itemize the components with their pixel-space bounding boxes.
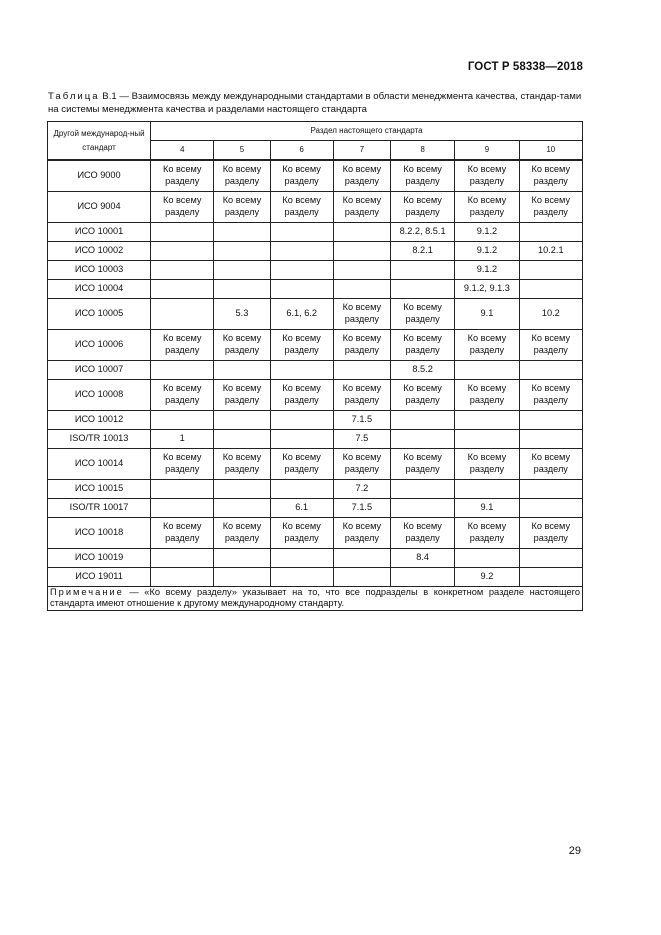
document-code: ГОСТ Р 58338—2018 — [467, 61, 583, 73]
table-cell: 9.1.2 — [455, 241, 519, 260]
table-cell — [519, 567, 582, 586]
table-cell — [214, 222, 270, 241]
table-row — [48, 260, 583, 279]
column-header: 4 — [151, 141, 214, 161]
standard-cell: ISO/TR 10017 — [48, 498, 151, 517]
table-cell — [270, 410, 333, 429]
table-cell — [455, 410, 519, 429]
table-cell: Ко всему разделу — [390, 448, 454, 479]
column-header: 6 — [270, 141, 333, 161]
standard-cell: ИСО 19011 — [48, 567, 151, 586]
table-cell: Ко всему разделу — [151, 517, 214, 548]
table-cell: Ко всему разделу — [333, 160, 390, 191]
table-cell — [455, 548, 519, 567]
table-cell — [214, 260, 270, 279]
table-cell: Ко всему разделу — [270, 379, 333, 410]
group-header: Раздел настоящего стандарта — [151, 122, 583, 141]
table-row — [48, 479, 583, 498]
table-cell — [519, 479, 582, 498]
page-number: 29 — [568, 845, 581, 857]
table-cell — [270, 260, 333, 279]
standard-cell: ИСО 10012 — [48, 410, 151, 429]
standard-cell: ИСО 10004 — [48, 279, 151, 298]
table-cell — [270, 360, 333, 379]
table-cell — [333, 360, 390, 379]
table-cell — [214, 279, 270, 298]
table-cell: Ко всему разделу — [519, 329, 582, 360]
table-cell — [214, 567, 270, 586]
table-cell: Ко всему разделу — [151, 160, 214, 191]
table-cell: Ко всему разделу — [519, 191, 582, 222]
table-cell — [151, 260, 214, 279]
table-cell — [390, 498, 454, 517]
table-cell — [333, 260, 390, 279]
table-cell: Ко всему разделу — [333, 517, 390, 548]
table-cell — [390, 567, 454, 586]
table-cell: 1 — [151, 429, 214, 448]
column-header: 8 — [390, 141, 454, 161]
table-cell: Ко всему разделу — [214, 160, 270, 191]
table-cell: Ко всему разделу — [455, 379, 519, 410]
table-cell — [214, 241, 270, 260]
standard-cell: ИСО 10018 — [48, 517, 151, 548]
table-cell: Ко всему разделу — [455, 448, 519, 479]
table-cell — [151, 410, 214, 429]
table-cell: Ко всему разделу — [270, 191, 333, 222]
table-cell — [151, 279, 214, 298]
table-cell: Ко всему разделу — [390, 298, 454, 329]
table-cell: Ко всему разделу — [455, 191, 519, 222]
table-cell — [270, 429, 333, 448]
table-cell — [270, 241, 333, 260]
table-cell: Ко всему разделу — [333, 379, 390, 410]
table-cell: 5.3 — [214, 298, 270, 329]
table-cell: Ко всему разделу — [270, 448, 333, 479]
standard-cell: ИСО 10007 — [48, 360, 151, 379]
table-row — [48, 360, 583, 379]
standard-cell: ИСО 10019 — [48, 548, 151, 567]
table-cell: Ко всему разделу — [333, 298, 390, 329]
table-cell — [519, 429, 582, 448]
table-cell — [390, 429, 454, 448]
table-cell — [519, 260, 582, 279]
table-cell — [455, 360, 519, 379]
column-header: 5 — [214, 141, 270, 161]
standard-cell: ИСО 10015 — [48, 479, 151, 498]
table-cell — [214, 429, 270, 448]
table-row — [48, 279, 583, 298]
standard-cell: ИСО 10014 — [48, 448, 151, 479]
table-cell: 7.2 — [333, 479, 390, 498]
table-note — [48, 586, 583, 610]
table-cell: Ко всему разделу — [333, 191, 390, 222]
table-cell — [270, 567, 333, 586]
table-cell: 7.1.5 — [333, 410, 390, 429]
table-cell — [519, 222, 582, 241]
table-row — [48, 329, 583, 360]
table-cell — [333, 241, 390, 260]
table-row — [48, 548, 583, 567]
standard-cell: ИСО 10008 — [48, 379, 151, 410]
table-caption — [48, 91, 584, 116]
table-cell: Ко всему разделу — [455, 160, 519, 191]
table-cell: 8.4 — [390, 548, 454, 567]
column-header: 10 — [519, 141, 582, 161]
table-cell: Ко всему разделу — [333, 448, 390, 479]
table-cell — [151, 479, 214, 498]
table-cell: Ко всему разделу — [214, 448, 270, 479]
table-cell — [151, 498, 214, 517]
table-cell — [390, 410, 454, 429]
row-header: Другой международ-ный стандарт — [48, 122, 151, 161]
table-row — [48, 517, 583, 548]
note-text: — «Ко всему разделу» указывает на то, что все подразделы в конкретном разделе настоящего стандарта имеют отношение к другому международному стандарту. — [50, 586, 580, 608]
table-cell — [151, 298, 214, 329]
table-cell: Ко всему разделу — [390, 329, 454, 360]
table-cell: 8.2.2, 8.5.1 — [390, 222, 454, 241]
table-row — [48, 410, 583, 429]
standard-cell: ИСО 10005 — [48, 298, 151, 329]
table-cell: 9.1.2 — [455, 222, 519, 241]
table-cell: Ко всему разделу — [390, 379, 454, 410]
table-cell — [333, 279, 390, 298]
table-cell: Ко всему разделу — [214, 379, 270, 410]
table-cell: 6.1, 6.2 — [270, 298, 333, 329]
table-cell — [519, 548, 582, 567]
table-cell — [333, 548, 390, 567]
table-cell — [214, 360, 270, 379]
table-cell — [214, 548, 270, 567]
table-cell — [270, 479, 333, 498]
table-row — [48, 298, 583, 329]
table-cell: 8.2.1 — [390, 241, 454, 260]
table-cell: Ко всему разделу — [270, 517, 333, 548]
table-cell — [214, 479, 270, 498]
table-cell — [455, 429, 519, 448]
table-cell: 10.2 — [519, 298, 582, 329]
table-cell: Ко всему разделу — [519, 517, 582, 548]
table-cell: 9.1.2, 9.1.3 — [455, 279, 519, 298]
standard-cell: ISO/TR 10013 — [48, 429, 151, 448]
standard-cell: ИСО 10002 — [48, 241, 151, 260]
table-cell: Ко всему разделу — [151, 379, 214, 410]
table-row — [48, 191, 583, 222]
table-cell — [455, 479, 519, 498]
table-cell: 6.1 — [270, 498, 333, 517]
table-cell: Ко всему разделу — [214, 329, 270, 360]
standard-cell: ИСО 10006 — [48, 329, 151, 360]
table-cell — [214, 498, 270, 517]
table-cell — [333, 222, 390, 241]
standard-cell: ИСО 9004 — [48, 191, 151, 222]
caption-label: Таблица — [48, 91, 100, 102]
table-body — [48, 160, 583, 586]
standard-cell: ИСО 10001 — [48, 222, 151, 241]
table-cell — [270, 548, 333, 567]
table-row — [48, 160, 583, 191]
table-cell: 10.2.1 — [519, 241, 582, 260]
table-cell: Ко всему разделу — [270, 329, 333, 360]
table-cell: Ко всему разделу — [151, 448, 214, 479]
table-cell — [519, 360, 582, 379]
table-row — [48, 448, 583, 479]
table-cell: Ко всему разделу — [519, 448, 582, 479]
table-cell: Ко всему разделу — [390, 160, 454, 191]
table-cell — [151, 567, 214, 586]
table-cell: Ко всему разделу — [214, 191, 270, 222]
table-cell — [390, 260, 454, 279]
column-header: 7 — [333, 141, 390, 161]
standard-cell: ИСО 9000 — [48, 160, 151, 191]
table-cell — [151, 222, 214, 241]
table-cell: Ко всему разделу — [151, 191, 214, 222]
table-cell — [151, 360, 214, 379]
table-cell — [519, 498, 582, 517]
table-row — [48, 241, 583, 260]
note-label: Примечание — [50, 586, 124, 597]
table-cell: 7.5 — [333, 429, 390, 448]
caption-text: В.1 — Взаимосвязь между международными стандартами в области менеджмента качества, стандар-тами на системы менеджмента качества и разделами настоящего стандарта — [48, 91, 582, 115]
table-cell: Ко всему разделу — [151, 329, 214, 360]
table-cell: 9.1 — [455, 498, 519, 517]
table-row — [48, 222, 583, 241]
table-cell: 9.1.2 — [455, 260, 519, 279]
table-cell: Ко всему разделу — [455, 517, 519, 548]
table-cell — [519, 279, 582, 298]
column-header: 9 — [455, 141, 519, 161]
table-cell — [151, 241, 214, 260]
table-cell: Ко всему разделу — [519, 160, 582, 191]
table-cell: Ко всему разделу — [390, 191, 454, 222]
table-cell — [214, 410, 270, 429]
table-cell: Ко всему разделу — [214, 517, 270, 548]
table-cell: Ко всему разделу — [390, 517, 454, 548]
table-cell: 9.1 — [455, 298, 519, 329]
table-row — [48, 567, 583, 586]
table-cell — [390, 479, 454, 498]
table-cell: 7.1.5 — [333, 498, 390, 517]
table-row — [48, 498, 583, 517]
table-cell: Ко всему разделу — [455, 329, 519, 360]
table-row — [48, 429, 583, 448]
table-cell: Ко всему разделу — [333, 329, 390, 360]
table-row — [48, 379, 583, 410]
table-cell — [270, 279, 333, 298]
table-cell — [390, 279, 454, 298]
table-cell — [270, 222, 333, 241]
standards-table — [47, 121, 583, 611]
table-cell — [151, 548, 214, 567]
table-cell: Ко всему разделу — [519, 379, 582, 410]
table-cell: Ко всему разделу — [270, 160, 333, 191]
table-cell — [333, 567, 390, 586]
table-cell — [519, 410, 582, 429]
table-cell: 8.5.2 — [390, 360, 454, 379]
table-cell: 9.2 — [455, 567, 519, 586]
standard-cell: ИСО 10003 — [48, 260, 151, 279]
